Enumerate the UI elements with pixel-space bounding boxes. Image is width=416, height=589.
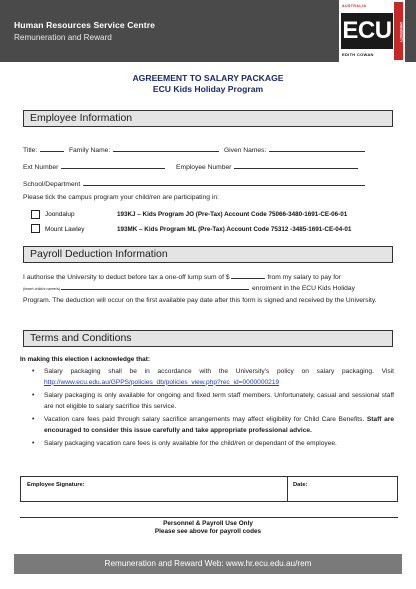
bullet-icon: • [32,416,35,424]
form-subtitle: ECU Kids Holiday Program [152,84,264,94]
given-names-label: Given Names: [223,147,267,154]
campus-checkbox-joondalup[interactable] [31,210,40,219]
terms-item-3-bold: Staff are encouraged to consider this issue carefully and take appropriate professional advice. [44,416,394,434]
campus-name-joondalup: Joondalup [45,211,75,218]
policy-link[interactable]: http://www.ecu.edu.au/GPPS/policies_db/policies_view.php?rec_id=0000000219 [44,378,280,386]
family-name-field[interactable] [113,145,219,152]
given-names-field[interactable] [269,145,365,152]
logo-side-text: UNIVERSITY [399,21,403,43]
office-use-note: Please see above for payroll codes [154,528,262,535]
signature-box [20,476,398,502]
school-department-label: School/Department [23,181,81,188]
date-label: Date: [293,482,308,488]
footer-bar: Remuneration and Reward Web: www.hr.ecu.edu.au/rem [14,554,402,574]
office-divider [20,517,398,518]
bullet-icon: • [32,368,35,375]
campus-code-joondalup: 193KJ – Kids Program JO (Pre-Tax) Account Code 75066-3480-1691-CE-06-01 [117,211,348,218]
employee-number-field[interactable] [234,162,358,169]
org-name: Human Resources Service Centre [14,20,156,30]
child-names-field[interactable] [61,283,249,290]
header-banner [0,0,416,62]
name-row [23,145,366,154]
terms-item [30,391,394,413]
school-row [23,179,366,188]
office-use-title: Personnel & Payroll Use Only [163,520,253,527]
payroll-line2b: enrolment in the ECU Kids Holiday [252,285,355,293]
ext-number-label: Ext Number [23,164,59,171]
insert-child-hint: (insert child/s name/s) [23,287,61,292]
campus-code-mount-lawley: 193MK – Kids Program ML (Pre-Tax) Account Code 75312 -3485-1691-CE-04-01 [117,226,352,233]
employee-signature-label: Employee Signature: [27,482,85,488]
logo-mark: ECU [341,13,393,49]
ext-row [23,162,359,171]
logo-top-text: AUSTRALIA [342,4,367,8]
terms-item-1-text: Salary packaging shall be in accordance with the University's policy on salary packaging. Visit [44,368,394,375]
school-department-field[interactable] [83,179,365,186]
bullet-icon: • [32,440,35,448]
ecu-logo [339,0,405,62]
payroll-line3: Program. The deduction will occur on the first available pay date after this form is signed and received by the University. [23,297,377,305]
payroll-line1b: from my salary to pay for [267,274,342,281]
bullet-icon: • [32,392,35,400]
terms-item-2-text: Salary packaging is only available for ongoing and fixed term staff members. Unfortunately, casual and sessional staff are not eligible to salary sacrifice this service. [44,392,394,410]
terms-item-4-text: Salary packaging vacation care fees is only available for the child/ren or dependant of the employee. [44,440,337,448]
lump-sum-field[interactable] [231,272,265,279]
signature-divider [287,477,288,501]
family-name-label: Family Name: [68,147,111,154]
terms-item [30,415,394,437]
terms-list [30,367,394,453]
section-terms-conditions: Terms and Conditions [23,330,393,347]
logo-bottom-text: EDITH COWAN [342,52,374,57]
payroll-line1a: I authorise the University to deduct before tax a one-off lump sum of $ [23,274,230,281]
dept-name: Remuneration and Reward [14,33,112,42]
title-field[interactable] [40,145,64,152]
terms-item [30,367,394,389]
section-employee-information: Employee Information [23,110,393,127]
terms-lead: In making this election I acknowledge that: [20,356,150,363]
campus-checkbox-mount-lawley[interactable] [31,224,40,233]
payroll-authorisation [23,272,395,307]
terms-item [30,439,394,450]
employee-number-label: Employee Number [176,164,232,171]
tick-prompt: Please tick the campus program your child/ren are participating in: [23,194,219,201]
form-title: AGREEMENT TO SALARY PACKAGE [132,73,284,83]
ext-number-field[interactable] [61,162,165,169]
terms-item-3-text: Vacation care fees paid through salary sacrifice arrangements may affect eligibility for Child Care Benefits. [44,416,365,424]
section-payroll-deduction: Payroll Deduction Information [23,246,393,263]
title-label: Title: [23,147,38,154]
campus-name-mount-lawley: Mount Lawley [45,226,85,233]
